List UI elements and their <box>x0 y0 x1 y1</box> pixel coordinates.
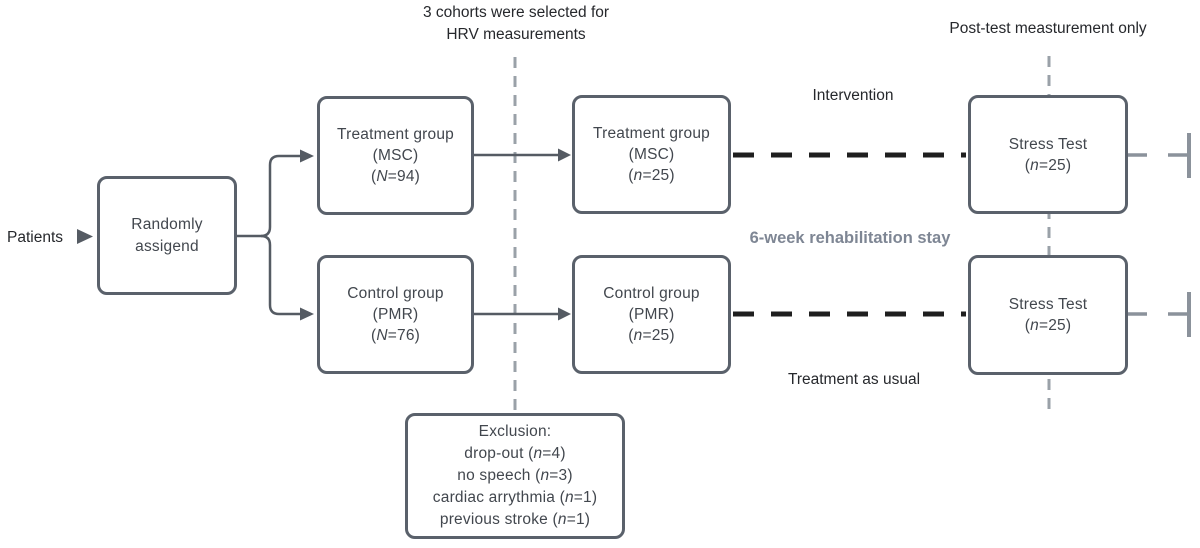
item-post: =4) <box>542 445 566 462</box>
count-pre: ( <box>628 327 634 344</box>
control-group-full-box <box>317 255 474 374</box>
control-group-full-count <box>347 325 444 346</box>
treatment-selection-arrowhead <box>558 149 571 162</box>
control-group-full-title: Control group <box>347 285 444 302</box>
item-post: =1) <box>566 511 591 528</box>
treatment-as-usual-label: Treatment as usual <box>787 371 921 388</box>
exclusion-title: Exclusion: <box>478 423 552 440</box>
count-post: =25) <box>642 327 675 344</box>
count-post: =76) <box>387 327 421 344</box>
posttest-note: Post-test measturement only <box>949 20 1147 37</box>
exclusion-item-no-speech <box>433 465 597 487</box>
count-pre: ( <box>1024 156 1031 174</box>
control-selection-arrowhead <box>558 308 571 321</box>
count-var: n <box>633 327 643 344</box>
item-var: n <box>564 489 574 506</box>
stress-test-top-box <box>968 95 1128 214</box>
treatment-group-full-box <box>317 96 474 215</box>
count-pre: ( <box>1024 317 1031 334</box>
count-var: N <box>376 327 388 344</box>
rehab-stay-label: 6-week rehabilitation stay <box>749 229 951 247</box>
count-pre: ( <box>370 168 377 185</box>
treatment-group-hrv-box <box>572 95 731 214</box>
item-var: n <box>557 511 567 528</box>
control-group-hrv-box <box>572 255 731 374</box>
random-split-upper-arrowhead <box>300 150 314 163</box>
treatment-group-hrv-subtitle: (MSC) <box>628 146 675 163</box>
random-split-lower-line <box>261 236 300 314</box>
treatment-group-hrv-count <box>593 165 710 186</box>
stress-test-bottom-title: Stress Test <box>1008 296 1088 313</box>
stress-test-bottom-box <box>968 255 1128 375</box>
patients-arrow-icon <box>77 229 93 244</box>
item-post: =3) <box>549 467 573 484</box>
item-var: n <box>540 467 550 484</box>
count-var: n <box>1030 317 1039 334</box>
item-pre: drop-out ( <box>464 445 534 462</box>
treatment-group-hrv-title: Treatment group <box>592 125 710 142</box>
count-var: n <box>1030 156 1039 174</box>
control-group-full-subtitle: (PMR) <box>372 306 419 323</box>
random-split-upper-line <box>261 156 300 236</box>
count-post: =25) <box>1038 156 1072 174</box>
intervention-label: Intervention <box>812 87 894 104</box>
control-group-hrv-subtitle: (PMR) <box>628 306 675 323</box>
count-post: =25) <box>1038 317 1072 334</box>
exclusion-item-stroke <box>433 509 597 531</box>
random-split-lower-arrowhead <box>300 308 314 321</box>
item-pre: previous stroke ( <box>439 511 558 528</box>
patients-label: Patients <box>7 229 64 246</box>
count-post: =25) <box>642 167 675 184</box>
randomly-assigned-line1: Randomly <box>131 215 203 233</box>
count-pre: ( <box>370 327 377 344</box>
treatment-group-full-count <box>337 166 454 187</box>
exclusion-box <box>405 413 625 539</box>
item-pre: no speech ( <box>457 467 541 484</box>
cohorts-note-line1: 3 cohorts were selected for <box>422 4 610 21</box>
randomly-assigned-line2: assigend <box>135 237 199 255</box>
item-pre: cardiac arrythmia ( <box>432 489 565 506</box>
exclusion-item-arrythmia <box>433 487 597 509</box>
treatment-group-full-title: Treatment group <box>336 126 454 143</box>
count-var: n <box>633 167 643 184</box>
exclusion-item-dropout <box>433 443 597 465</box>
count-post: =94) <box>387 168 421 185</box>
count-var: N <box>376 168 388 185</box>
control-group-hrv-title: Control group <box>603 285 700 302</box>
randomly-assigned-box <box>97 176 237 295</box>
stress-test-top-title: Stress Test <box>1008 135 1088 153</box>
control-group-hrv-count <box>603 325 700 346</box>
cohorts-note <box>396 2 636 46</box>
item-post: =1) <box>573 489 598 506</box>
item-var: n <box>533 445 543 462</box>
count-pre: ( <box>628 167 634 184</box>
stress-test-bottom-count <box>1009 315 1088 336</box>
stress-test-top-count <box>1009 155 1088 176</box>
treatment-group-full-subtitle: (MSC) <box>372 147 419 164</box>
cohorts-note-line2: HRV measurements <box>446 26 586 43</box>
